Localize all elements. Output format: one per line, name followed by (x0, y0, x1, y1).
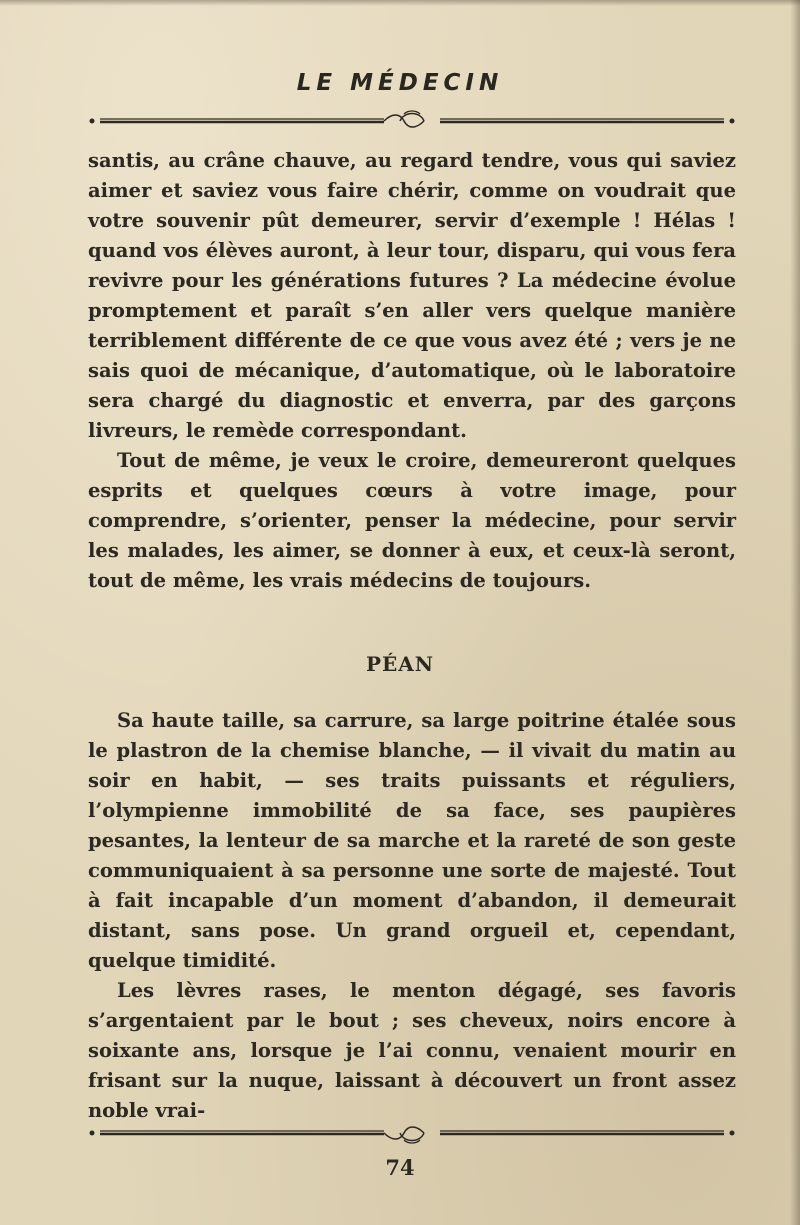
paragraph: Tout de même, je veux le croire, demeureront quelques esprits et quelques cœurs à votre image, pour comprendre, s’orienter, penser la médecine, pour servir les malades, les aimer, se donner à eux, et ceux-là seront, tout de même, les vrais médecins de toujours. (88, 449, 736, 592)
page-number: 74 (385, 1155, 415, 1180)
page-top-shadow (0, 0, 800, 6)
running-title: LE MÉDECIN (296, 70, 504, 96)
header-ornament-rule (88, 110, 736, 132)
paragraph: Les lèvres rases, le menton dégagé, ses favoris s’argentaient par le bout ; ses cheveux, noirs encore à soixante ans, lorsque je l’ai connu, venaient mourir en frisant sur la nuque, laissant à découvert un front assez noble vrai- (88, 979, 736, 1122)
section-heading: PÉAN (365, 652, 435, 676)
paragraph: santis, au crâne chauve, au regard tendre, vous qui saviez aimer et saviez vous faire chérir, comme on voudrait que votre souvenir pût demeurer, servir d’exemple ! Hélas ! quand vos élèves auront, à leur tour, disparu, qui vous fera revivre pour les générations futures ? La médecine évolue promptement et paraît s’en aller vers quelque manière terriblement différente de ce que vous avez été ; vers je ne sais quoi de mécanique, d’automatique, où le laboratoire sera chargé du diagnostic et enverra, par des garçons livreurs, le remède correspondant. (88, 149, 736, 442)
text-block-section (88, 706, 736, 1126)
paragraph: Sa haute taille, sa carrure, sa large poitrine étalée sous le plastron de la chemise blanche, — il vivait du matin au soir en habit, — ses traits puissants et réguliers, l’olympienne immobilité de sa face, ses paupières pesantes, la lenteur de sa marche et la rareté de son geste communiquaient à sa personne une sorte de majesté. Tout à fait incapable d’un moment d’abandon, il demeurait distant, sans pose. Un grand orgueil et, cependant, quelque timidité. (88, 709, 736, 972)
footer-ornament-rule (88, 1122, 736, 1144)
page-edge-shadow (790, 0, 800, 1225)
text-block-continuation (88, 146, 736, 596)
